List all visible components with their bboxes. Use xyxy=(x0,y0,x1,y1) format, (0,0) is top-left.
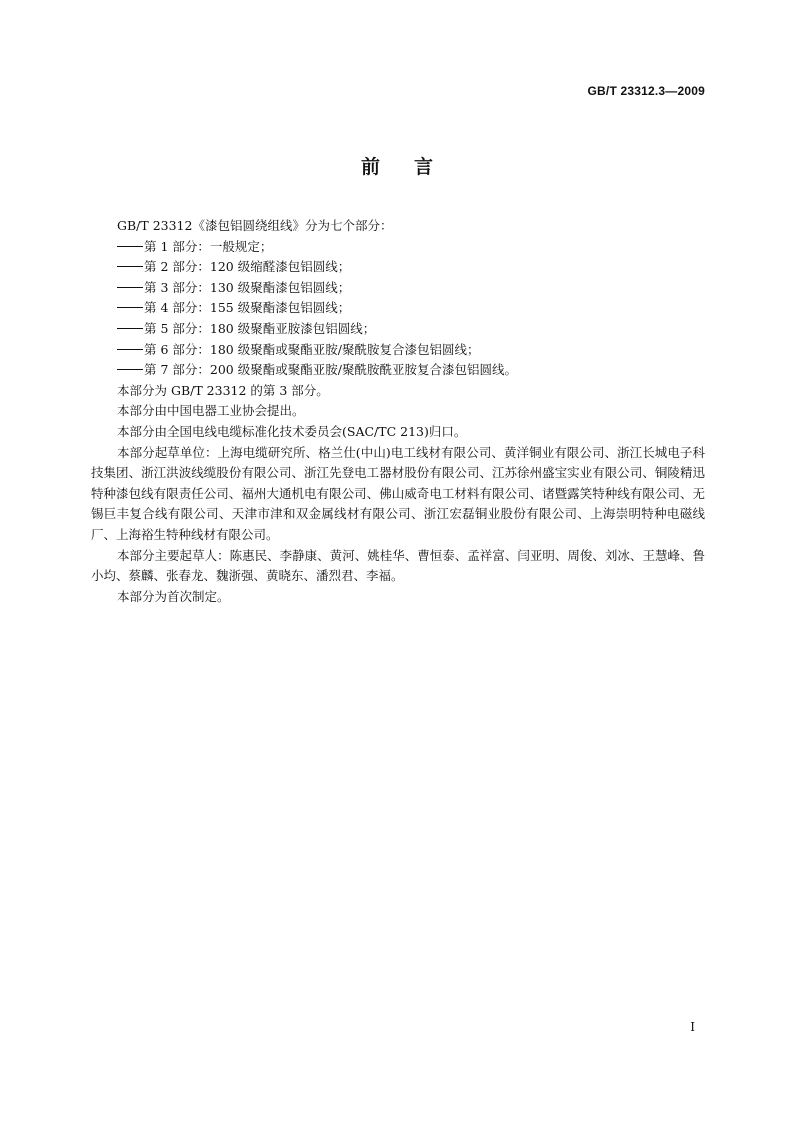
list-item-text: 第 4 部分：155 级聚酯漆包铝圆线； xyxy=(144,300,351,316)
list-item xyxy=(91,360,705,381)
list-item xyxy=(91,237,705,258)
first-edition-paragraph: 本部分为首次制定。 xyxy=(117,588,230,604)
drafters-paragraph: 本部分主要起草人：陈惠民、李静康、黄河、姚桂华、曹恒泰、孟祥富、闫亚明、周俊、刘冰、王慧峰、鲁小均、蔡麟、张春龙、魏浙强、黄晓东、潘烈君、李福。 xyxy=(91,547,705,584)
standard-code: GB/T 23312.3—2009 xyxy=(587,84,705,98)
em-dash-icon xyxy=(117,307,143,308)
em-dash-icon xyxy=(117,328,143,329)
page-number: I xyxy=(690,1020,695,1034)
list-item-text: 第 7 部分：200 级聚酯或聚酯亚胺/聚酰胺酰亚胺复合漆包铝圆线。 xyxy=(144,362,517,378)
technical-committee-paragraph: 本部分由全国电线电缆标准化技术委员会(SAC/TC 213)归口。 xyxy=(117,423,467,439)
list-item-text: 第 5 部分：180 级聚酯亚胺漆包铝圆线； xyxy=(144,320,376,336)
list-item-text: 第 1 部分：一般规定； xyxy=(144,238,273,254)
em-dash-icon xyxy=(117,287,143,288)
list-item-text: 第 6 部分：180 级聚酯或聚酯亚胺/聚酰胺复合漆包铝圆线； xyxy=(144,341,480,357)
list-item-text: 第 3 部分：130 级聚酯漆包铝圆线； xyxy=(144,279,351,295)
em-dash-icon xyxy=(117,246,143,247)
proposer-paragraph: 本部分由中国电器工业协会提出。 xyxy=(117,403,305,419)
part-designation-paragraph: 本部分为 GB/T 23312 的第 3 部分。 xyxy=(117,382,329,398)
em-dash-icon xyxy=(117,349,143,350)
intro-paragraph: GB/T 23312《漆包铝圆绕组线》分为七个部分： xyxy=(117,218,393,233)
em-dash-icon xyxy=(117,266,143,267)
list-item xyxy=(91,257,705,278)
list-item xyxy=(91,340,705,361)
parts-list xyxy=(91,237,705,381)
list-item xyxy=(91,298,705,319)
document-body xyxy=(91,216,705,607)
list-item xyxy=(91,278,705,299)
list-item-text: 第 2 部分：120 级缩醛漆包铝圆线； xyxy=(144,259,351,275)
list-item xyxy=(91,319,705,340)
page-title: 前言 xyxy=(360,156,467,178)
em-dash-icon xyxy=(117,369,143,370)
drafting-units-paragraph: 本部分起草单位：上海电缆研究所、格兰仕(中山)电工线材有限公司、黄洋铜业有限公司、浙江长城电子科技集团、浙江洪波线缆股份有限公司、浙江先登电工器材股份有限公司、江苏徐州盛宝实业有限公司、铜陵精迅特种漆包线有限责任公司、福州大通机电有限公司、佛山威奇电工材料有限公司、诸暨露笑特种线有限公司、无锡巨丰复合线有限公司、天津市津和双金属线材有限公司、浙江宏磊铜业股份有限公司、上海崇明特种电磁线厂、上海裕生特种线材有限公司。 xyxy=(91,444,705,542)
